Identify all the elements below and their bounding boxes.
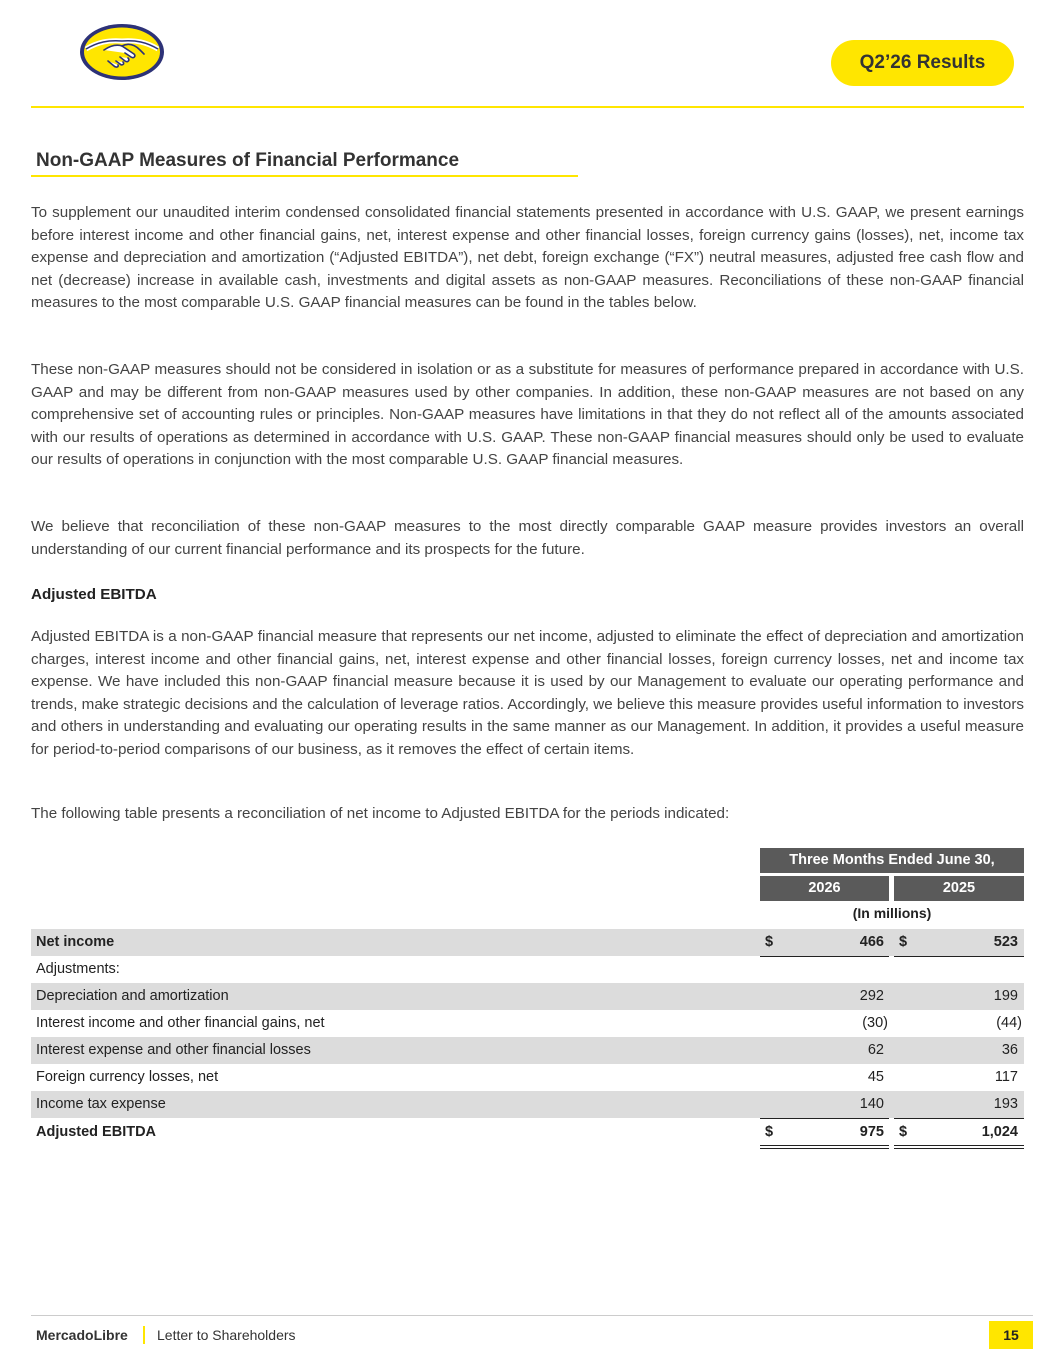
double-underline [894,1145,1024,1146]
value-2025: (44) [996,1015,1022,1031]
table-row [31,1091,1024,1118]
ebitda-definition-paragraph: Adjusted EBITDA is a non-GAAP financial measure that represents our net income, adjusted to eliminate the effect of depreciation and amortization charges, interest income and other financial gains, net, interest expense and other financial losses, foreign currency losses, net and income tax expense. We have included this non-GAAP financial measure because it is used by our Management to evaluate our operating performance and trends, make strategic decisions and the calculation of leverage ratios. Accordingly, we believe this measure provides useful information to investors and others in understanding and evaluating our operating results in the same manner as our Management. In addition, it provides a useful measure for period-to-period comparisons of our business, as it removes the effect of certain items. [31,628,1024,758]
currency-symbol: $ [765,934,774,950]
quarter-badge: Q2’26 Results [831,40,1014,86]
value-2025: 36 [1001,1042,1018,1058]
footer-document-title: Letter to Shareholders [157,1327,296,1343]
limitations-paragraph: These non-GAAP measures should not be considered in isolation or as a substitute for measures of performance prepared in accordance with U.S. GAAP and may be different from non-GAAP measures used by other companies. In addition, these non-GAAP measures are not based on any comprehensive set of accounting rules or principles. Non-GAAP measures have limitations in that they do not reflect all of the amounts associated with our results of operations as determined in accordance with U.S. GAAP. These non-GAAP financial measures should only be used to evaluate our results of operations in conjunction with the most comparable U.S. GAAP financial measures. [31,361,1024,468]
currency-symbol: $ [899,934,908,950]
table-units: (In millions) [852,905,932,921]
value-2025: 1,024 [981,1124,1018,1140]
footer-divider [31,1315,1033,1316]
value-2026: 292 [859,988,884,1004]
row-label: Depreciation and amortization [36,988,229,1004]
row-label: Interest income and other financial gains, net [36,1015,325,1031]
value-2026: (30) [862,1015,888,1031]
table-intro-paragraph: The following table presents a reconciliation of net income to Adjusted EBITDA for the periods indicated: [31,805,730,822]
value-2025: 193 [993,1096,1018,1112]
value-2026: 466 [859,934,884,950]
page-number: 15 [989,1321,1033,1349]
table-col-2025: 2025 [894,876,1024,901]
table-row [31,983,1024,1010]
table-row [31,1037,1024,1064]
currency-symbol: $ [899,1124,908,1140]
row-label: Net income [36,934,115,950]
mercadolibre-logo [78,22,166,82]
table-period-header: Three Months Ended June 30, [760,848,1024,873]
table-row [31,1119,1024,1146]
value-2025: 199 [993,988,1018,1004]
value-2026: 140 [859,1096,884,1112]
reconciliation-paragraph: We believe that reconciliation of these non-GAAP measures to the most directly comparable GAAP measure provides investors an overall understanding of our current financial performance and its prospects for the future. [31,518,1024,558]
table-col-2026: 2026 [760,876,889,901]
double-underline [760,1145,889,1146]
row-label: Adjustments: [36,961,120,977]
table-row [31,1010,1024,1037]
intro-paragraph: To supplement our unaudited interim condensed consolidated financial statements presented in accordance with U.S. GAAP, we present earnings before interest income and other financial gains, net, interest expense and other financial losses, foreign currency gains (losses), net, income tax expense and depreciation and amortization (“Adjusted EBITDA”), net debt, foreign exchange (“FX”) neutral measures, adjusted free cash flow and net (decrease) increase in available cash, investments and digital assets as non-GAAP measures. Reconciliations of these non-GAAP financial measures to the most comparable U.S. GAAP financial measures can be found in the tables below. [31,204,1024,311]
row-label: Foreign currency losses, net [36,1069,219,1085]
row-label: Adjusted EBITDA [36,1124,157,1140]
footer-separator [143,1326,145,1344]
table-row [31,929,1024,956]
value-2025: 117 [994,1069,1018,1085]
value-2026: 975 [859,1124,884,1140]
double-underline [894,1148,1024,1149]
footer-brand: MercadoLibre [36,1327,128,1343]
table-row [31,956,1024,983]
adjusted-ebitda-heading: Adjusted EBITDA [31,586,157,603]
row-label: Interest expense and other financial losses [36,1042,311,1058]
row-label: Income tax expense [36,1096,166,1112]
title-underline [31,175,578,177]
section-title: Non-GAAP Measures of Financial Performance [36,150,460,171]
table-row [31,1064,1024,1091]
double-underline [760,1148,889,1149]
value-2026: 62 [867,1042,884,1058]
value-2026: 45 [867,1069,884,1085]
header-divider [31,106,1024,108]
value-2025: 523 [993,934,1018,950]
currency-symbol: $ [765,1124,774,1140]
